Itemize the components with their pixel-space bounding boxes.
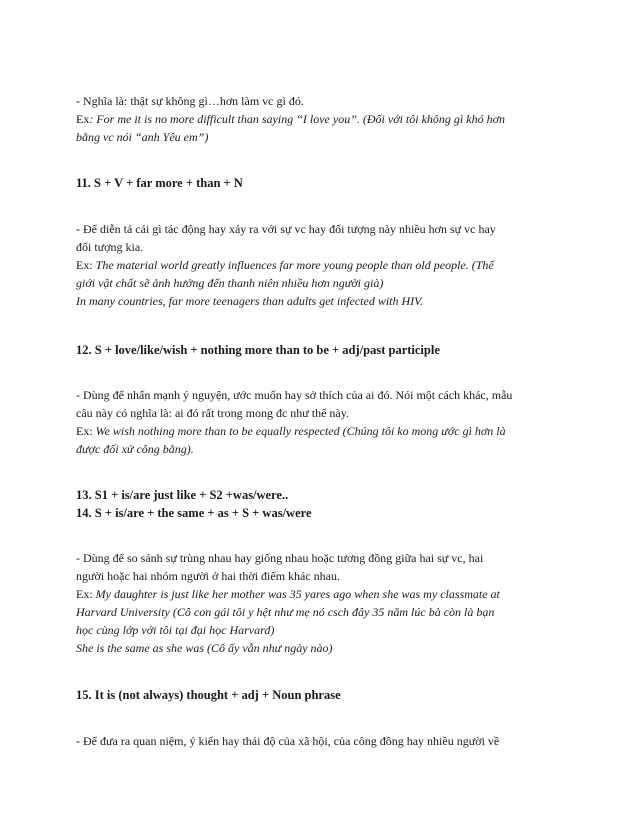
section-12-heading: 12. S + love/like/wish + nothing more than to be + adj/past participle bbox=[76, 343, 440, 357]
section-13-example-cont-2: học cùng lớp với tôi tại đại học Harvard) bbox=[76, 623, 275, 637]
section-11-desc: - Để diễn tả cái gì tác động hay xảy ra với sự vc hay đối tượng này nhiều hơn sự vc hay bbox=[76, 222, 496, 236]
section-12 bbox=[76, 341, 566, 359]
s12-ex-text: We wish nothing more than to be equally respected (Chúng tôi ko mong ước gì hơn là bbox=[95, 424, 506, 438]
section-11-example bbox=[76, 256, 566, 274]
intro-block bbox=[76, 92, 566, 146]
section-13-example bbox=[76, 585, 566, 603]
section-15 bbox=[76, 686, 566, 704]
section-12-example-cont: được đối xử công bằng). bbox=[76, 442, 194, 456]
section-11-example-2: In many countries, far more teenagers than adults get infected with HIV. bbox=[76, 294, 423, 308]
section-11-desc-cont: đối tượng kia. bbox=[76, 240, 144, 254]
section-15-desc: - Để đưa ra quan niệm, ý kiến hay thái độ của xã hội, của công đồng hay nhiều người về bbox=[76, 734, 500, 748]
section-15-body bbox=[76, 732, 566, 750]
section-13-example-2: She is the same as she was (Cô ấy vẫn như ngày nào) bbox=[76, 641, 333, 655]
intro-ex-text: : For me it is no more difficult than saying “I love you”. (Đối với tôi không gì khó hơn bbox=[89, 112, 505, 126]
intro-example-cont: bằng vc nói “anh Yêu em”) bbox=[76, 130, 209, 144]
section-13-heading: 13. S1 + is/are just like + S2 +was/were.. bbox=[76, 488, 289, 502]
section-12-example bbox=[76, 422, 566, 440]
section-12-body bbox=[76, 386, 566, 458]
section-11-heading: 11. S + V + far more + than + N bbox=[76, 176, 243, 190]
section-11-example-cont: giới vật chất sẽ ảnh hưởng đến thanh niên nhiều hơn người già) bbox=[76, 276, 384, 290]
s12-ex-prefix: Ex: bbox=[76, 424, 96, 438]
s11-ex-prefix: Ex: bbox=[76, 258, 96, 272]
section-12-desc-cont: câu này có nghĩa là: ai đó rất trong mong đc như thế này. bbox=[76, 406, 349, 420]
intro-ex-prefix: Ex bbox=[76, 112, 90, 126]
section-13-14 bbox=[76, 486, 566, 522]
intro-meaning: - Nghĩa là: thật sự không gì…hơn làm vc gì đó. bbox=[76, 94, 304, 108]
section-13-desc: - Dùng để so sánh sự trùng nhau hay giống nhau hoặc tương đồng giữa hai sự vc, hai bbox=[76, 551, 484, 565]
intro-example bbox=[76, 110, 566, 128]
s11-ex-text: The material world greatly influences far more young people than old people. (Thế bbox=[95, 258, 494, 272]
section-13-example-cont: Harvard University (Cô con gái tôi y hệt như mẹ nó csch đây 35 năm lúc bà còn là bạn bbox=[76, 605, 495, 619]
section-13-body bbox=[76, 549, 566, 657]
section-12-desc: - Dùng để nhấn mạnh ý nguyện, ước muốn hay sở thích của ai đó. Nói một cách khác, mẫu bbox=[76, 388, 513, 402]
section-11 bbox=[76, 174, 566, 192]
s13-ex-prefix: Ex: bbox=[76, 587, 96, 601]
s13-ex-text: My daughter is just like her mother was 35 yares ago when she was my classmate at bbox=[95, 587, 500, 601]
section-11-body bbox=[76, 220, 566, 310]
section-13-desc-cont: người hoặc hai nhóm người ở hai thời điểm khác nhau. bbox=[76, 569, 341, 583]
section-14-heading: 14. S + is/are + the same + as + S + was/were bbox=[76, 506, 312, 520]
section-15-heading: 15. It is (not always) thought + adj + Noun phrase bbox=[76, 688, 341, 702]
